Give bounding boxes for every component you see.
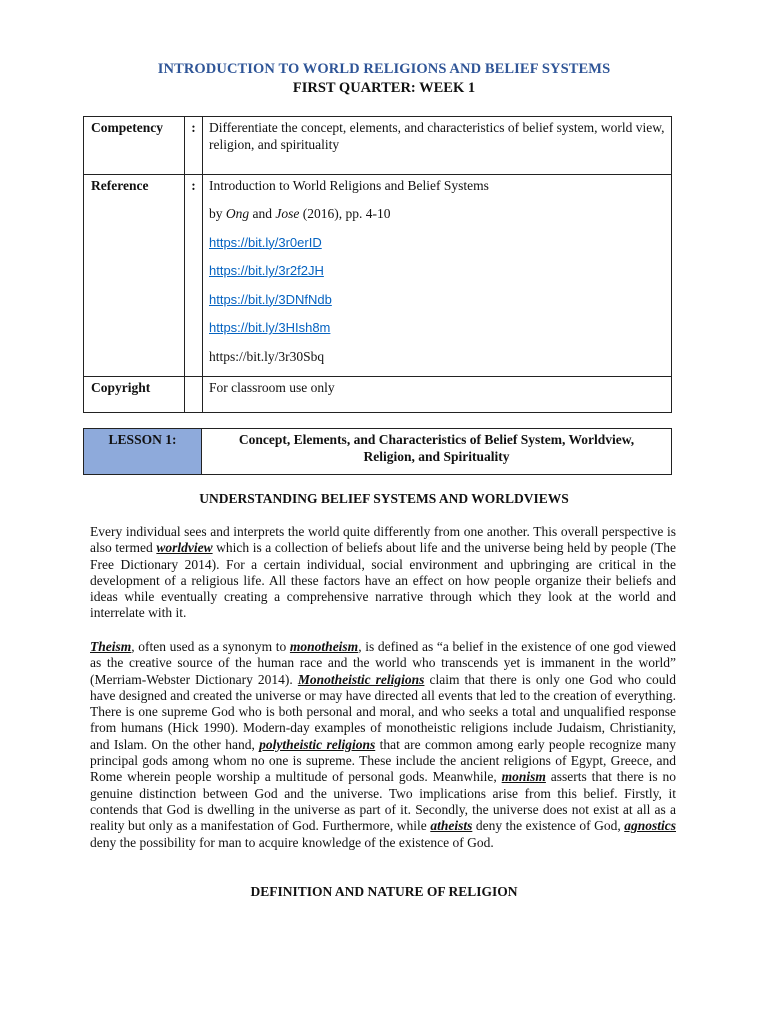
term-monism: monism [501, 769, 546, 785]
reference-link-line [209, 262, 665, 291]
reference-link-1[interactable]: https://bit.ly/3r0erID [209, 234, 322, 250]
text-run: which is a collection of beliefs about life and the universe being held by people (The Free Dictionary 2014). For a certain individual, social environment and upbringing are critical in the development of a religious life. All these factors have an effect on how people organize their beliefs and ideas while eventually creating a comprehensive narrative through which they look at the world and interrelate with it. [90, 540, 676, 621]
author-ong: Ong [225, 206, 250, 221]
reference-link-line [209, 319, 665, 348]
text-run: deny the possibility for man to acquire knowledge of the existence of God. [90, 834, 494, 850]
text-run: , often used as a synonym to [131, 639, 290, 654]
copyright-row [84, 377, 672, 413]
year-pages: (2016), pp. 4-10 [299, 206, 391, 221]
text-run: claim that there is only one God who could have designed and created the universe or may have directed all events that led to the creation of everything. There is one supreme God who is both personal and moral, and who seeks a total and unqualified response from humans (Hick 1990). Modern-day examples of monotheistic religions include Judaism, Christianity, and Islam. On the other hand, [90, 671, 676, 752]
text-run: , is defined as “a belief in the existence of one god viewed as the creative source of the human race and the world who transcends yet is immanent in the world” (Merriam-Webster Dictionary 2014). [90, 639, 676, 687]
term-worldview: worldview [156, 540, 213, 556]
term-atheists: atheists [430, 818, 473, 834]
reference-link-4[interactable]: https://bit.ly/3HIsh8m [209, 320, 331, 335]
competency-value: Differentiate the concept, elements, and characteristics of belief system, world view, religion, and spirituality [203, 117, 672, 175]
reference-authors [209, 205, 665, 234]
text-run: deny the existence of God, [472, 818, 625, 834]
info-table [83, 116, 672, 413]
section-heading-religion: DEFINITION AND NATURE OF RELIGION [250, 884, 518, 899]
reference-link-line [209, 291, 665, 320]
section-heading-belief-systems: UNDERSTANDING BELIEF SYSTEMS AND WORLDVIEWS [199, 491, 569, 506]
term-monotheistic-religions: Monotheistic religions [297, 671, 425, 687]
text-run: that are common among early people recognize many principal gods among whom no one is supreme. These include the ancient religions of Egypt, Greece, and Rome wherein people worship a multitude of personal gods. Meanwhile, [90, 736, 676, 785]
competency-row [84, 117, 672, 175]
term-monotheism: monotheism [289, 639, 359, 654]
lesson-title: Concept, Elements, and Characteristics of Belief System, Worldview, Religion, and Spirituality [202, 429, 672, 475]
text-run: asserts that there is no genuine distinction between God and the universe. Two implications arise from this belief. Firstly, it contends that God is dwelling in the universe as part of it. Secondly, the universe does not exist at all as a reality but only as a manifestation of God. Furthermore, while [90, 769, 676, 834]
lesson-table [83, 428, 672, 475]
reference-value [203, 175, 672, 377]
copyright-value: For classroom use only [203, 377, 672, 413]
paragraph-theism [90, 639, 676, 851]
document-subtitle: FIRST QUARTER: WEEK 1 [292, 80, 476, 96]
paragraph-worldview [90, 524, 676, 622]
reference-label: Reference [84, 175, 185, 377]
reference-link-3[interactable]: https://bit.ly/3DNfNdb [209, 291, 332, 307]
copyright-label: Copyright [84, 377, 185, 413]
and-text: and [249, 206, 276, 221]
competency-colon: : [185, 117, 203, 175]
author-jose: Jose [275, 206, 300, 221]
reference-link-2[interactable]: https://bit.ly/3r2f2JH [209, 263, 324, 278]
term-agnostics: agnostics [624, 818, 677, 834]
term-polytheistic-religions: polytheistic religions [259, 736, 376, 752]
reference-book: Introduction to World Religions and Belief Systems [209, 178, 489, 193]
reference-colon: : [185, 175, 203, 377]
text-run: Every individual sees and interprets the world quite differently from one another. This overall perspective is also termed [90, 524, 676, 556]
reference-plain-link: https://bit.ly/3r30Sbq [209, 348, 325, 364]
document-title: INTRODUCTION TO WORLD RELIGIONS AND BELIEF SYSTEMS [157, 61, 611, 77]
by-prefix: by [209, 206, 226, 221]
reference-link-line [209, 234, 665, 263]
lesson-label: LESSON 1: [84, 429, 202, 475]
term-theism: Theism [90, 639, 132, 654]
reference-row [84, 175, 672, 377]
lesson-row [84, 429, 672, 475]
competency-label: Competency [84, 117, 185, 175]
copyright-colon [185, 377, 203, 413]
